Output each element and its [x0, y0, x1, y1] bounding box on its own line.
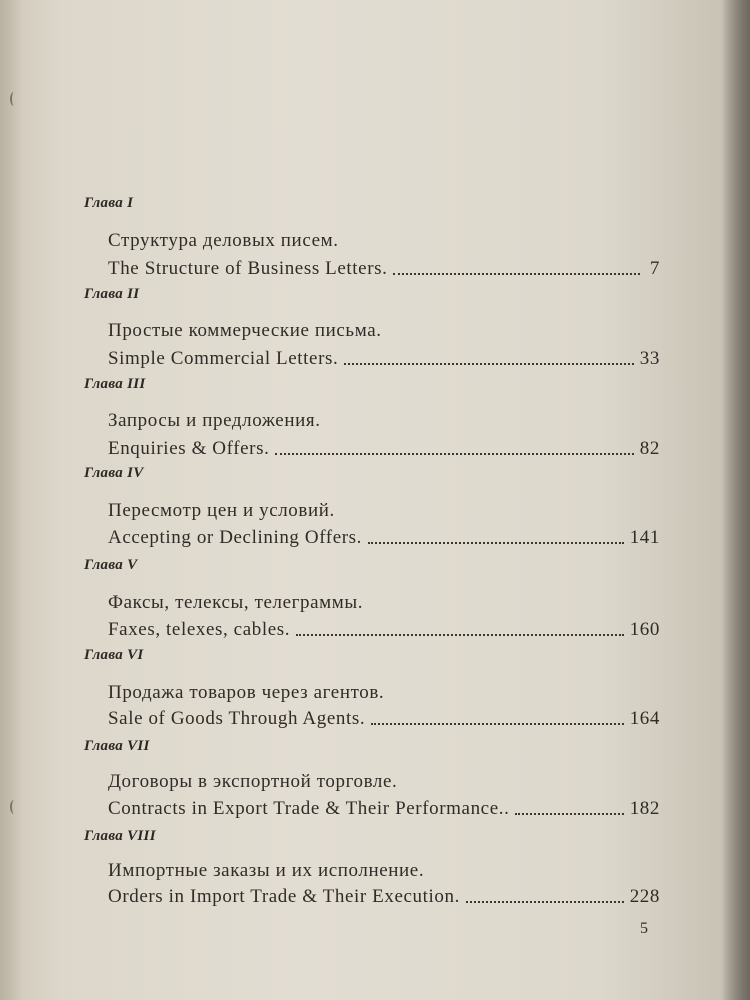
chapter-label: Глава IV	[84, 465, 144, 481]
page-number: 182	[629, 798, 660, 819]
chapter-title-en-row	[108, 525, 660, 549]
chapter-label: Глава VII	[84, 738, 150, 754]
chapter-title-ru: Договоры в экспортной торговле.	[108, 771, 398, 792]
page-number: 7	[649, 258, 660, 279]
page-edge-mark	[10, 92, 18, 106]
page-number: 228	[629, 886, 660, 907]
chapter-label: Глава V	[84, 557, 138, 573]
chapter-label: Глава II	[84, 286, 140, 302]
chapter-title-en-row	[108, 436, 660, 460]
chapter-title-en: Simple Commercial Letters.	[108, 348, 339, 369]
dot-leader	[368, 542, 624, 544]
chapter-title-en-row	[108, 256, 660, 280]
dot-leader	[515, 813, 623, 815]
chapter-title-en: The Structure of Business Letters.	[108, 258, 388, 279]
chapter-title-ru: Продажа товаров через агентов.	[108, 682, 385, 703]
chapter-title-en-row	[108, 796, 660, 820]
dot-leader	[371, 723, 624, 725]
page-number: 33	[639, 348, 660, 369]
chapter-label: Глава VI	[84, 647, 144, 663]
page-number: 164	[629, 708, 660, 729]
chapter-title-ru: Факсы, телексы, телеграммы.	[108, 592, 364, 613]
folio-page-number: 5	[640, 920, 648, 937]
chapter-title-ru: Импортные заказы и их исполнение.	[108, 860, 425, 881]
chapter-title-en-row	[108, 617, 660, 641]
chapter-title-en: Orders in Import Trade & Their Execution.	[108, 886, 460, 907]
chapter-title-en: Sale of Goods Through Agents.	[108, 708, 366, 729]
chapter-title-en: Contracts in Export Trade & Their Performance..	[108, 798, 510, 819]
chapter-title-ru: Структура деловых писем.	[108, 230, 339, 251]
chapter-title-ru: Запросы и предложения.	[108, 410, 321, 431]
chapter-title-en: Enquiries & Offers.	[108, 438, 270, 459]
dot-leader	[275, 453, 633, 455]
page-edge-mark	[10, 800, 18, 814]
chapter-title-ru: Простые коммерческие письма.	[108, 320, 382, 341]
dot-leader	[393, 273, 640, 275]
chapter-title-ru: Пересмотр цен и условий.	[108, 500, 335, 521]
chapter-title-en: Accepting or Declining Offers.	[108, 527, 363, 548]
dot-leader	[296, 634, 624, 636]
page-number: 160	[629, 619, 660, 640]
chapter-title-en-row	[108, 706, 660, 730]
page-number: 141	[629, 527, 660, 548]
chapter-label: Глава I	[84, 195, 134, 211]
dot-leader	[344, 363, 633, 365]
chapter-label: Глава III	[84, 376, 146, 392]
page-number: 82	[639, 438, 660, 459]
chapter-title-en: Faxes, telexes, cables.	[108, 619, 291, 640]
dot-leader	[466, 901, 624, 903]
chapter-label: Глава VIII	[84, 828, 156, 844]
chapter-title-en-row	[108, 884, 660, 908]
chapter-title-en-row	[108, 346, 660, 370]
